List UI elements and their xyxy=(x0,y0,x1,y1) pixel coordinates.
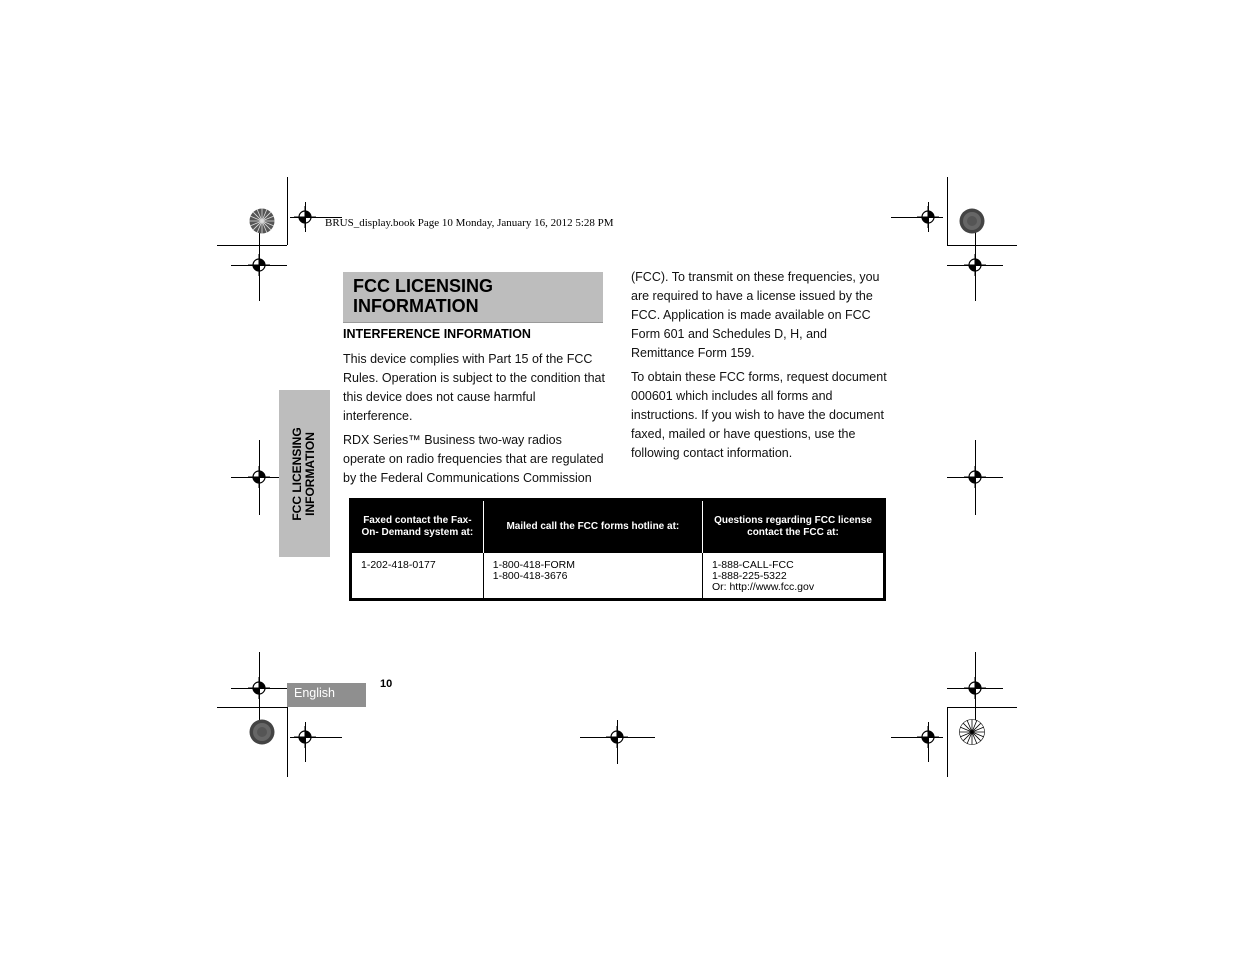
registration-mark-icon xyxy=(964,466,986,488)
color-bar-starburst-icon xyxy=(249,719,275,745)
fax-number: 1-202-418-0177 xyxy=(361,559,436,571)
table-header-cell: Faxed contact the Fax-On- Demand system at: xyxy=(351,500,484,554)
table-header-row xyxy=(351,500,885,554)
table-cell xyxy=(702,553,884,600)
table-header-cell: Mailed call the FCC forms hotline at: xyxy=(483,500,702,554)
body-paragraph: (FCC). To transmit on these frequencies, you are required to have a license issued by the FCC. Application is made available on FCC Form 601 and Schedules D, H, and Remittance Form 159. xyxy=(631,270,880,360)
table-cell xyxy=(351,553,484,600)
registration-mark-icon xyxy=(294,726,316,748)
fcc-website: Or: http://www.fcc.gov xyxy=(711,581,815,593)
registration-mark-icon xyxy=(248,466,270,488)
color-bar-starburst-icon xyxy=(959,208,985,234)
print-info-header: BRUS_display.book Page 10 Monday, January 16, 2012 5:28 PM xyxy=(325,217,614,229)
color-bar-starburst-icon xyxy=(249,208,275,234)
color-bar-starburst-icon xyxy=(959,719,985,745)
fcc-contact-table xyxy=(349,498,886,601)
registration-mark-icon xyxy=(606,726,628,748)
table-row xyxy=(351,553,885,600)
registration-mark-icon xyxy=(248,254,270,276)
registration-mark-icon xyxy=(917,206,939,228)
registration-mark-icon xyxy=(917,726,939,748)
registration-mark-icon xyxy=(294,206,316,228)
table-header-cell: Questions regarding FCC license contact the FCC at: xyxy=(702,500,884,554)
hotline-number: 1-800-418-3676 xyxy=(492,570,568,582)
body-paragraph: To obtain these FCC forms, request document 000601 which includes all forms and instructions. If you wish to have the document faxed, mailed or have questions, use the following contact information. xyxy=(631,370,887,460)
language-label-box xyxy=(287,683,366,707)
side-section-tab xyxy=(279,390,330,557)
registration-mark-icon xyxy=(964,254,986,276)
body-paragraph: RDX Series™ Business two-way radios operate on radio frequencies that are regulated by the Federal Communications Commission xyxy=(343,433,604,485)
table-cell xyxy=(483,553,702,600)
body-paragraph: This device complies with Part 15 of the FCC Rules. Operation is subject to the condition that this device does not cause harmful interference. xyxy=(343,352,605,423)
section-title: FCC LICENSING INFORMATION xyxy=(353,276,494,316)
registration-mark-icon xyxy=(964,677,986,699)
section-subheading: INTERFERENCE INFORMATION xyxy=(343,327,531,341)
page-number: 10 xyxy=(380,678,393,690)
language-label: English xyxy=(294,686,335,700)
side-tab-label: FCC LICENSING INFORMATION xyxy=(290,427,317,521)
registration-mark-icon xyxy=(248,677,270,699)
section-title-box xyxy=(343,272,603,323)
fcc-phone-number: 1-888-CALL-FCC xyxy=(711,559,794,571)
fcc-phone-number: 1-888-225-5322 xyxy=(711,570,787,582)
hotline-number: 1-800-418-FORM xyxy=(492,559,576,571)
